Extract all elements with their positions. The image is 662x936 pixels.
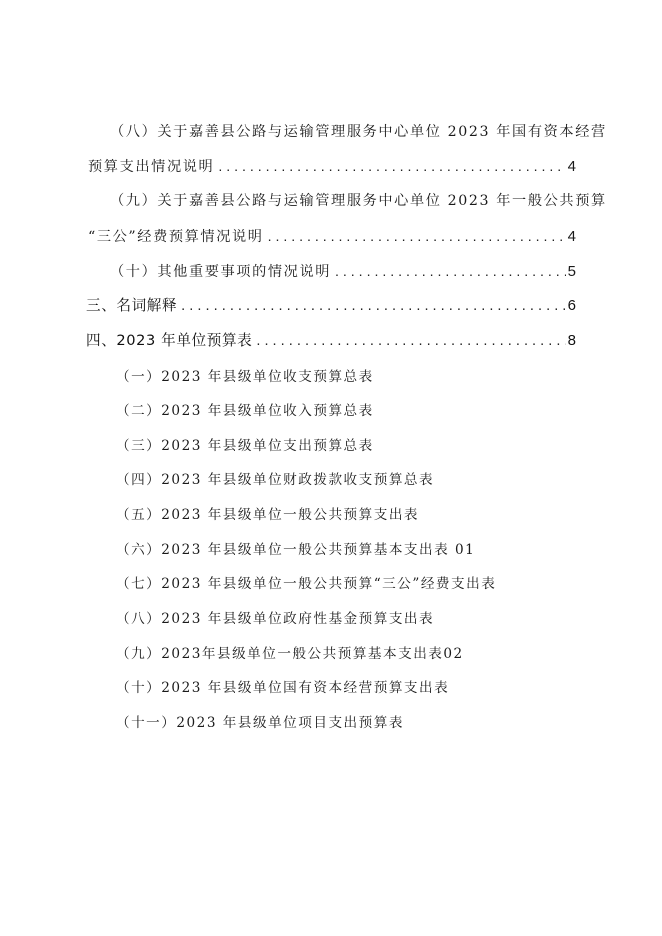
- toc-entry-text: （十）其他重要事项的情况说明: [110, 264, 332, 280]
- toc-section-title: 三、名词解释: [86, 297, 178, 314]
- toc-table-7[interactable]: [116, 574, 496, 594]
- toc-entry-text: （八）关于嘉善县公路与运输管理服务中心单位 2023 年国有资本经营: [110, 124, 607, 140]
- toc-table-text: （九）2023年县级单位一般公共预算基本支出表02: [116, 646, 464, 662]
- dot-leader: [335, 262, 566, 282]
- toc-entry-text: 预算支出情况说明: [88, 159, 215, 175]
- page-number: 5: [567, 263, 576, 280]
- toc-entry-text: （九）关于嘉善县公路与运输管理服务中心单位 2023 年一般公共预算: [110, 193, 607, 209]
- toc-section-4[interactable]: [86, 331, 576, 351]
- toc-table-text: （四）2023 年县级单位财政拨款收支预算总表: [116, 472, 435, 488]
- toc-table-2[interactable]: [116, 401, 374, 421]
- toc-entry-9-line2[interactable]: [88, 227, 576, 247]
- dot-leader: [256, 331, 565, 351]
- toc-table-9[interactable]: [116, 644, 464, 664]
- toc-entry-8-line1[interactable]: [110, 122, 607, 142]
- toc-section-3[interactable]: [86, 296, 576, 316]
- toc-table-6[interactable]: [116, 540, 475, 560]
- page-number: 8: [567, 332, 576, 349]
- toc-table-text: （五）2023 年县级单位一般公共预算支出表: [116, 507, 420, 523]
- toc-entry-text: “三公”经费预算情况说明: [88, 229, 264, 245]
- toc-entry-9-line1[interactable]: [110, 191, 607, 211]
- toc-table-text: （一）2023 年县级单位收支预算总表: [116, 369, 374, 385]
- toc-table-text: （三）2023 年县级单位支出预算总表: [116, 438, 374, 454]
- dot-leader: [218, 157, 565, 177]
- toc-section-title: 四、2023 年单位预算表: [86, 332, 253, 349]
- toc-table-10[interactable]: [116, 678, 449, 698]
- page-number: 4: [567, 228, 576, 245]
- dot-leader: [268, 227, 566, 247]
- dot-leader: [181, 296, 565, 316]
- toc-table-11[interactable]: [116, 713, 404, 733]
- toc-table-3[interactable]: [116, 436, 374, 456]
- page-number: 4: [567, 158, 576, 175]
- toc-table-8[interactable]: [116, 609, 434, 629]
- toc-table-text: （十一）2023 年县级单位项目支出预算表: [116, 715, 404, 731]
- toc-entry-10[interactable]: [110, 262, 576, 282]
- toc-table-text: （七）2023 年县级单位一般公共预算“三公”经费支出表: [116, 576, 497, 592]
- toc-table-text: （十）2023 年县级单位国有资本经营预算支出表: [116, 680, 450, 696]
- toc-table-text: （八）2023 年县级单位政府性基金预算支出表: [116, 611, 435, 627]
- toc-table-5[interactable]: [116, 505, 419, 525]
- toc-table-4[interactable]: [116, 470, 434, 490]
- toc-table-1[interactable]: [116, 367, 374, 387]
- toc-entry-8-line2[interactable]: [88, 157, 576, 177]
- toc-table-text: （二）2023 年县级单位收入预算总表: [116, 403, 374, 419]
- toc-table-text: （六）2023 年县级单位一般公共预算基本支出表 01: [116, 542, 476, 558]
- page-number: 6: [567, 297, 576, 314]
